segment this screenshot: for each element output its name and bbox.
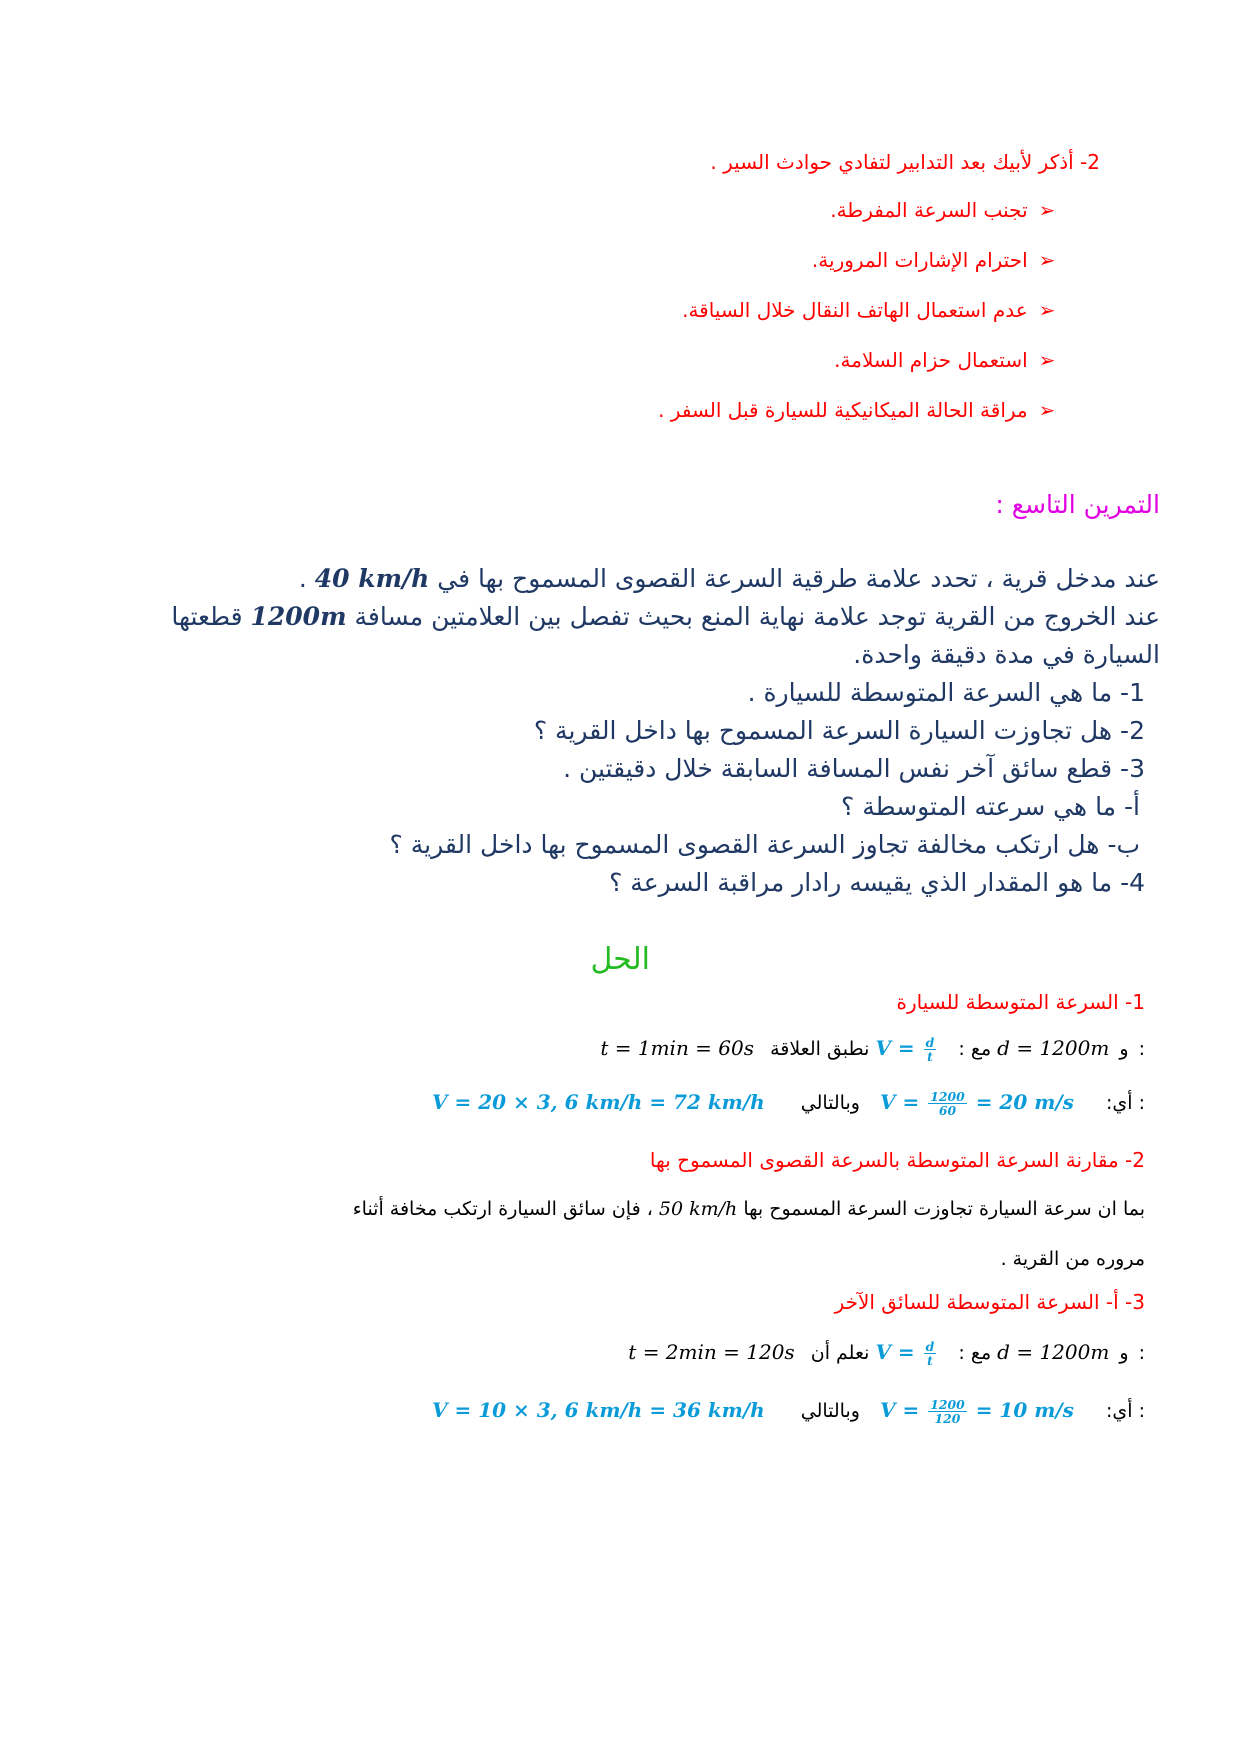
exercise-text: . — [298, 564, 307, 593]
speed-kmh-result: V = 10 × 3, 6 km/h = 36 km/h — [432, 1398, 765, 1423]
solution-title: الحل — [590, 942, 650, 977]
bullet-item — [682, 298, 1060, 322]
section2-heading: 2- أذكر لأبيك بعد التدابير لتفادي حوادث السير . — [710, 150, 1100, 174]
speed-limit-value: 40 km/h — [314, 564, 430, 593]
distance-value: d = 1200m — [997, 1036, 1110, 1061]
solution-3-relation — [628, 1340, 1145, 1367]
question-3b: ب- هل ارتكب مخالفة تجاوز السرعة القصوى المسموح بها داخل القرية ؟ — [389, 830, 1140, 859]
and-label: و — [1119, 1038, 1129, 1061]
bullet-text: مراقة الحالة الميكانيكية للسيارة قبل السفر . — [658, 398, 1028, 422]
bullet-text: عدم استعمال الهاتف النقال خلال السياقة. — [682, 298, 1028, 322]
exercise-text: عند الخروج من القرية توجد علامة نهاية المنع بحيث تفصل بين العلامتين مسافة — [354, 602, 1160, 631]
arrow-bullet-icon: ➢ — [1038, 348, 1056, 372]
solution-1-relation — [600, 1036, 1145, 1063]
exercise-line-3: السيارة في مدة دقيقة واحدة. — [853, 640, 1160, 669]
exercise-title: التمرين التاسع : — [995, 490, 1160, 519]
bullet-item — [812, 248, 1060, 272]
speed-ms-result: V = $\frac{1200}{60}$ = 20 m/s — [880, 1089, 1074, 1119]
exercise-text: قطعتها — [171, 602, 243, 631]
bullet-text: استعمال حزام السلامة. — [834, 348, 1028, 372]
speed-formula: V = $\frac{d}{t}$ — [875, 1339, 935, 1369]
solution-3-heading: 3- أ- السرعة المتوسطة للسائق الآخر — [834, 1290, 1145, 1314]
solution-1-heading: 1- السرعة المتوسطة للسيارة — [896, 990, 1145, 1014]
bullet-item — [830, 198, 1060, 222]
arrow-bullet-icon: ➢ — [1038, 298, 1056, 322]
solution-3-result — [432, 1398, 1145, 1425]
question-3: 3- قطع سائق آخر نفس المسافة السابقة خلال دقيقتين . — [563, 754, 1145, 783]
with-label: مع : — [958, 1038, 992, 1061]
time-value: t = 1min = 60s — [600, 1036, 755, 1061]
question-2: 2- هل تجاوزت السيارة السرعة المسموح بها داخل القرية ؟ — [533, 716, 1145, 745]
solution-text: ، فإن سائق السيارة ارتكب مخافة أثناء — [352, 1198, 653, 1220]
exercise-text: عند مدخل قرية ، تحدد علامة طرقية السرعة القصوى المسموح بها في — [437, 564, 1160, 593]
question-1: 1- ما هي السرعة المتوسطة للسيارة . — [747, 678, 1145, 707]
arrow-bullet-icon: ➢ — [1038, 248, 1056, 272]
bullet-item — [658, 398, 1060, 422]
therefore-label: وبالتالي : — [800, 1092, 1145, 1115]
speed-ms-result: V = $\frac{1200}{120}$ = 10 m/s — [880, 1397, 1074, 1427]
speed-value: 50 km/h — [658, 1198, 738, 1220]
and-label: و — [1119, 1342, 1129, 1365]
solution-2-heading: 2- مقارنة السرعة المتوسطة بالسرعة القصوى المسموح بها — [649, 1148, 1145, 1172]
arrow-bullet-icon: ➢ — [1038, 398, 1056, 422]
question-4: 4- ما هو المقدار الذي يقيسه رادار مراقبة السرعة ؟ — [609, 868, 1145, 897]
with-label: مع : — [958, 1342, 992, 1365]
question-3a: أ- ما هي سرعته المتوسطة ؟ — [841, 792, 1140, 821]
exercise-line-1 — [299, 564, 1160, 593]
bullet-item — [834, 348, 1060, 372]
arrow-bullet-icon: ➢ — [1038, 198, 1056, 222]
solution-2-text — [353, 1198, 1145, 1220]
distance-value: 1200m — [250, 602, 347, 631]
know-label: نعلم أن : — [810, 1342, 1145, 1365]
exercise-line-2 — [171, 602, 1160, 631]
speed-formula: V = $\frac{d}{t}$ — [875, 1035, 935, 1065]
time-value: t = 2min = 120s — [628, 1340, 795, 1365]
bullet-text: تجنب السرعة المفرطة. — [830, 198, 1028, 222]
speed-kmh-result: V = 20 × 3, 6 km/h = 72 km/h — [432, 1090, 765, 1115]
distance-value: d = 1200m — [997, 1340, 1110, 1365]
solution-1-result — [432, 1090, 1145, 1117]
meaning-label: أي: — [1105, 1400, 1133, 1423]
solution-text: بما ان سرعة السيارة تجاوزت السرعة المسموح بها — [743, 1198, 1145, 1220]
therefore-label: وبالتالي : — [800, 1400, 1145, 1423]
apply-label: نطبق العلاقة : — [770, 1038, 1145, 1061]
bullet-text: احترام الإشارات المرورية. — [811, 248, 1028, 272]
meaning-label: أي: — [1105, 1092, 1133, 1115]
solution-2-line-2: مروره من القرية . — [1000, 1248, 1145, 1270]
